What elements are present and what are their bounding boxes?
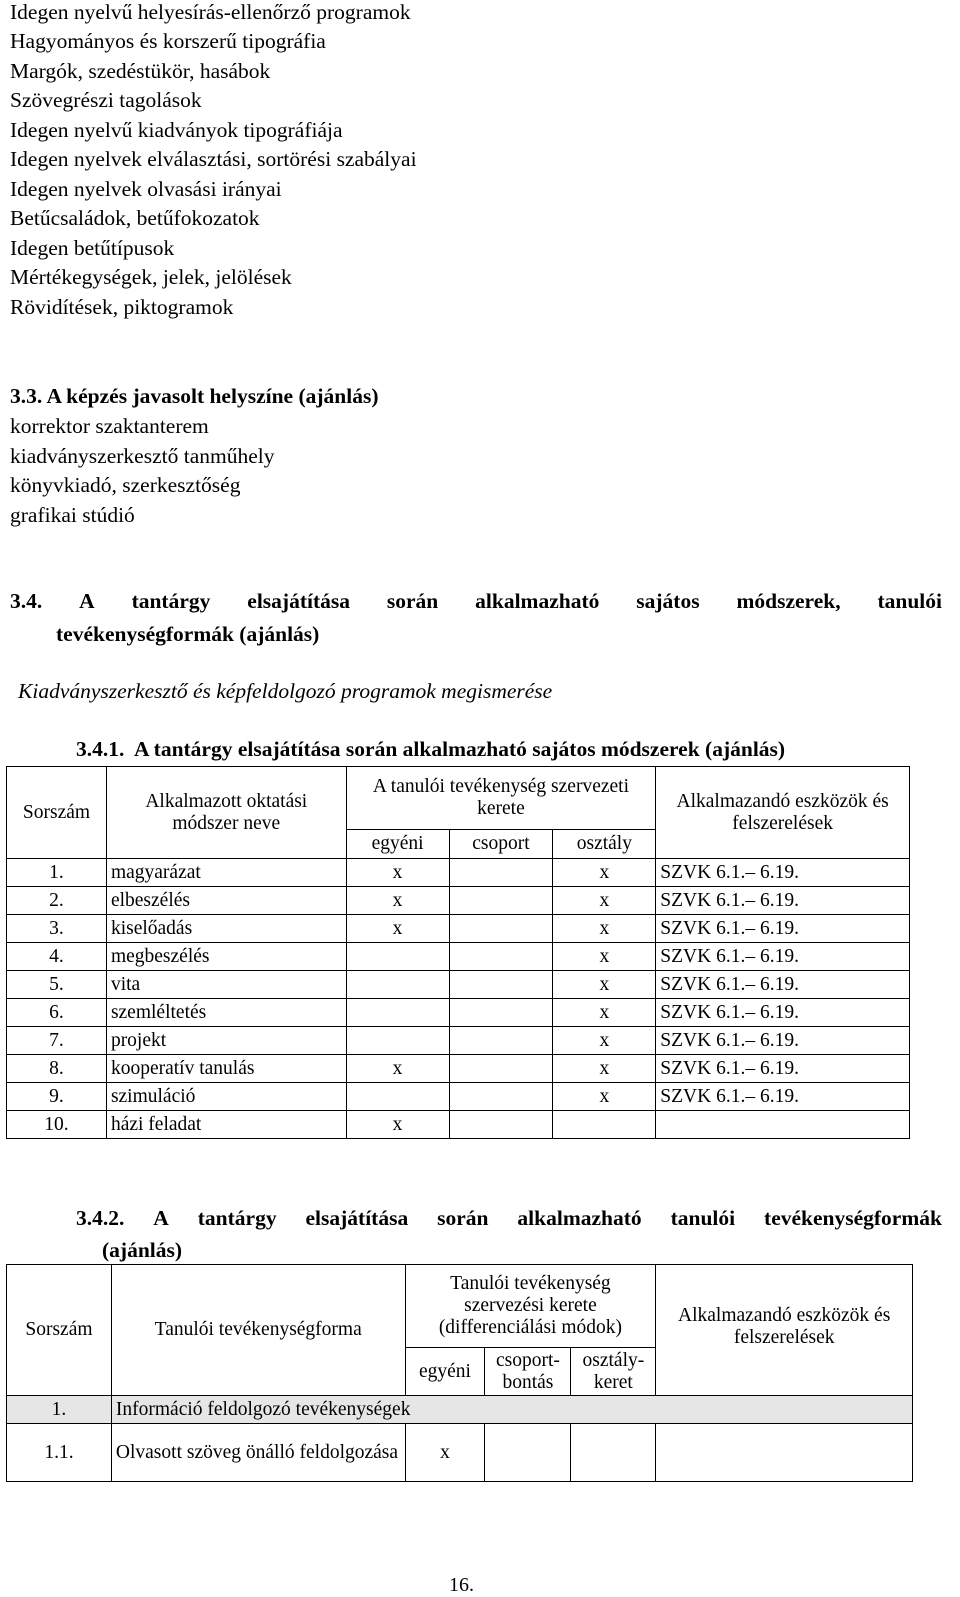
header-class: osztály-keret [571,1348,656,1396]
row-num: 6. [7,999,107,1027]
topic-item: Idegen betűtípusok [10,236,175,260]
header-tools: Alkalmazandó eszközök és felszerelések [656,1265,913,1396]
header-activity-form: Tanulói tevékenységforma [111,1265,405,1396]
table-row [7,887,910,915]
table-row [7,1055,910,1083]
row-class: x [553,943,656,971]
topic-item: Betűcsaládok, betűfokozatok [10,206,260,230]
row-num: 1.1. [7,1424,112,1482]
row-method: szemléltetés [106,999,346,1027]
topic-item: Idegen nyelvű kiadványok tipográfiája [10,118,343,142]
heading-word: során [437,1206,489,1230]
row-group [449,915,553,943]
table-row [7,1396,913,1424]
location-item: könyvkiadó, szerkesztőség [10,473,241,497]
heading-word: A [153,1206,169,1230]
heading-word: elsajátítása [247,589,350,613]
row-individual [346,1083,449,1111]
section-3-4-2-heading [76,1206,942,1231]
row-activity-form: Olvasott szöveg önálló feldolgozása [111,1424,405,1482]
row-class: x [553,999,656,1027]
methods-table [6,766,910,1139]
topic-item: Hagyományos és korszerű tipográfia [10,29,326,53]
section-3-4-1-heading: 3.4.1. A tantárgy elsajátítása során alkalmazható sajátos módszerek (ajánlás) [76,737,786,761]
heading-word: 3.4. [10,589,43,613]
row-tools [656,1424,913,1482]
heading-word: alkalmazható [517,1206,642,1230]
row-group [449,943,553,971]
header-method: Alkalmazott oktatási módszer neve [106,767,346,859]
row-num: 10. [7,1111,107,1139]
row-num: 9. [7,1083,107,1111]
section-3-4-heading-cont: tevékenységformák (ajánlás) [56,622,320,646]
table-row [7,1111,910,1139]
header-sorszam: Sorszám [7,767,107,859]
row-method: vita [106,971,346,999]
row-tools: SZVK 6.1.– 6.19. [656,1083,910,1111]
row-method: kooperatív tanulás [106,1055,346,1083]
activity-forms-table [6,1264,913,1482]
row-individual: x [346,887,449,915]
location-item: grafikai stúdió [10,503,135,527]
heading-word: sajátos [636,589,700,613]
section-3-4-subtitle: Kiadványszerkesztő és képfeldolgozó programok megismerése [18,679,553,703]
row-tools [656,1111,910,1139]
topic-item: Idegen nyelvek olvasási irányai [10,177,282,201]
section-3-4-2-heading-cont: (ajánlás) [102,1238,183,1262]
row-group [449,971,553,999]
row-num: 1. [7,1396,112,1424]
row-num: 7. [7,1027,107,1055]
row-tools: SZVK 6.1.– 6.19. [656,1055,910,1083]
row-tools: SZVK 6.1.– 6.19. [656,943,910,971]
row-individual: x [346,915,449,943]
heading-word: módszerek, [736,589,841,613]
row-tools: SZVK 6.1.– 6.19. [656,999,910,1027]
table-row [7,1027,910,1055]
row-activity-form: Információ feldolgozó tevékenységek [111,1396,912,1424]
row-method: kiselőadás [106,915,346,943]
row-method: házi feladat [106,1111,346,1139]
row-individual [346,971,449,999]
topic-item: Margók, szedéstükör, hasábok [10,59,271,83]
heading-word: alkalmazható [475,589,600,613]
header-individual: egyéni [405,1348,485,1396]
location-item: korrektor szaktanterem [10,414,209,438]
heading-word: tantárgy [197,1206,277,1230]
row-num: 8. [7,1055,107,1083]
heading-word: tevékenységformák [764,1206,942,1230]
row-method: szimuláció [106,1083,346,1111]
row-method: megbeszélés [106,943,346,971]
topic-item: Mértékegységek, jelek, jelölések [10,265,292,289]
row-individual: x [346,859,449,887]
header-org-frame: Tanulói tevékenység szervezési kerete (differenciálási módok) [405,1265,656,1348]
section-3-4-heading [10,589,942,614]
heading-word: tantárgy [131,589,211,613]
page-number: 16. [449,1574,474,1596]
row-num: 3. [7,915,107,943]
row-method: elbeszélés [106,887,346,915]
section-3-3-heading: 3.3. A képzés javasolt helyszíne (ajánlás) [10,384,379,408]
header-class: osztály [553,830,656,859]
row-num: 5. [7,971,107,999]
row-method: projekt [106,1027,346,1055]
row-individual [346,1027,449,1055]
header-group: csoport-bontás [485,1348,571,1396]
heading-word: elsajátítása [305,1206,409,1230]
row-class: x [553,887,656,915]
heading-word: A [79,589,95,613]
row-individual [346,943,449,971]
row-individual: x [405,1424,485,1482]
row-class: x [553,971,656,999]
row-group [449,1055,553,1083]
row-num: 1. [7,859,107,887]
row-class [571,1424,656,1482]
header-org-frame: A tanulói tevékenység szervezeti kerete [346,767,656,830]
header-sorszam: Sorszám [7,1265,112,1396]
row-group [449,1083,553,1111]
row-individual [346,999,449,1027]
row-class: x [553,1083,656,1111]
heading-word: során [386,589,439,613]
heading-word: tanulói [877,589,942,613]
row-tools: SZVK 6.1.– 6.19. [656,915,910,943]
topic-item: Idegen nyelvű helyesírás-ellenőrző programok [10,0,411,24]
topic-item: Szövegrészi tagolások [10,88,202,112]
row-method: magyarázat [106,859,346,887]
row-num: 4. [7,943,107,971]
row-group [449,887,553,915]
table-row [7,999,910,1027]
row-tools: SZVK 6.1.– 6.19. [656,859,910,887]
table-row [7,1424,913,1482]
row-individual: x [346,1111,449,1139]
header-tools: Alkalmazandó eszközök és felszerelések [656,767,910,859]
header-individual: egyéni [346,830,449,859]
row-class: x [553,915,656,943]
row-group [449,1027,553,1055]
row-class [553,1111,656,1139]
topic-item: Idegen nyelvek elválasztási, sortörési szabályai [10,147,417,171]
row-num: 2. [7,887,107,915]
heading-word: tanulói [670,1206,736,1230]
row-tools: SZVK 6.1.– 6.19. [656,971,910,999]
row-group [449,1111,553,1139]
row-group [485,1424,571,1482]
table-row [7,971,910,999]
topic-item: Rövidítések, piktogramok [10,295,234,319]
row-tools: SZVK 6.1.– 6.19. [656,887,910,915]
row-class: x [553,859,656,887]
row-group [449,859,553,887]
row-class: x [553,1027,656,1055]
row-class: x [553,1055,656,1083]
table-row [7,915,910,943]
row-individual: x [346,1055,449,1083]
table-row [7,943,910,971]
header-group: csoport [449,830,553,859]
heading-word: 3.4.2. [76,1206,125,1230]
table-row [7,1083,910,1111]
row-group [449,999,553,1027]
row-tools: SZVK 6.1.– 6.19. [656,1027,910,1055]
table-row [7,859,910,887]
location-item: kiadványszerkesztő tanműhely [10,444,275,468]
